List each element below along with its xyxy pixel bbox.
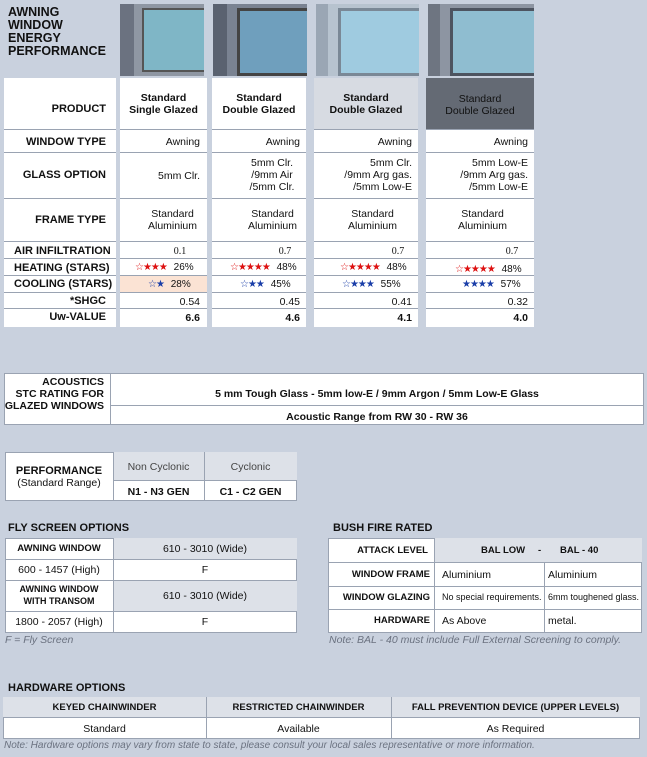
bush-row2-label: WINDOW GLAZING (342, 592, 430, 603)
performance-sublabel: (Standard Range) (17, 477, 101, 489)
col3-uw: 4.1 (397, 312, 412, 324)
col4-cool-stars: ★★★★ (462, 279, 494, 290)
col3-cool-stars: ☆★★★ (342, 279, 374, 290)
hw-val-2: Available (277, 723, 320, 735)
col4-product: Standard Double Glazed (445, 93, 515, 117)
hw-head-1: KEYED CHAINWINDER (52, 702, 157, 713)
col4-heat (455, 264, 533, 275)
acoustics-line2: Acoustic Range from RW 30 - RW 36 (286, 411, 468, 423)
hw-head-3: FALL PREVENTION DEVICE (UPPER LEVELS) (411, 702, 620, 713)
col1-cool-pct: 28% (170, 279, 191, 290)
window-image-3 (316, 4, 419, 76)
col4-window-type: Awning (493, 136, 528, 148)
col2-cool (240, 279, 310, 290)
col3-shgc: 0.41 (391, 296, 412, 308)
perf-col2-val: C1 - C2 GEN (219, 486, 282, 498)
col1-uw: 6.6 (185, 312, 200, 324)
col3-frame: Standard Aluminium (347, 208, 397, 232)
bush-row3-b: metal. (548, 615, 577, 627)
label-heating: HEATING (STARS) (14, 262, 110, 274)
fly-row2-b: F (201, 564, 209, 576)
col4-heat-pct: 48% (501, 264, 522, 275)
col3-air: 0.7 (391, 246, 405, 257)
window-image-4 (428, 4, 534, 76)
window-image-1 (120, 4, 204, 76)
bush-row1-b: Aluminium (548, 569, 598, 581)
col1-cool (148, 279, 208, 290)
col1-shgc: 0.54 (179, 296, 200, 308)
hardware-heading: HARDWARE OPTIONS (8, 682, 126, 694)
page-title: AWNING WINDOW ENERGY PERFORMANCE (8, 5, 106, 58)
hw-head-2: RESTRICTED CHAINWINDER (232, 702, 365, 713)
label-glass: GLASS OPTION (22, 169, 106, 181)
hw-val-3: As Required (486, 723, 545, 735)
col1-window-type: Awning (165, 136, 200, 148)
col4-air: 0.7 (505, 246, 519, 257)
fly-heading: FLY SCREEN OPTIONS (8, 522, 130, 534)
col2-window-type: Awning (265, 136, 300, 148)
acoustics-label: ACOUSTICS STC RATING FOR GLAZED WINDOWS (4, 376, 104, 412)
col2-heat-stars: ☆★★★★ (230, 262, 270, 273)
col3-heat-stars: ☆★★★★ (340, 262, 380, 273)
col1-heat (135, 262, 205, 273)
col2-frame: Standard Aluminium (247, 208, 297, 232)
col2-uw: 4.6 (285, 312, 300, 324)
bush-attack-label: ATTACK LEVEL (357, 545, 428, 556)
col2-cool-stars: ☆★★ (240, 279, 264, 290)
col3-glass: 5mm Clr. /9mm Arg gas. /5mm Low-E (344, 157, 412, 193)
label-product: PRODUCT (51, 103, 106, 115)
col4-frame: Standard Aluminium (457, 208, 507, 232)
bush-dash: - (538, 545, 542, 556)
bush-row1-a: Aluminium (442, 569, 492, 581)
col3-product: Standard Double Glazed (329, 92, 403, 116)
bush-row3-label: HARDWARE (374, 615, 430, 626)
col2-heat (230, 262, 310, 273)
col4-shgc: 0.32 (507, 296, 528, 308)
fly-row1-b: 610 - 3010 (Wide) (162, 543, 248, 555)
bush-row2-b: 6mm toughened glass. (548, 592, 640, 602)
fly-row3-a: AWNING WINDOW WITH TRANSOM (19, 584, 99, 606)
col2-cool-pct: 45% (270, 279, 291, 290)
col4-heat-stars: ☆★★★★ (455, 264, 495, 275)
label-air: AIR INFILTRATION (14, 245, 111, 257)
col1-air: 0.1 (173, 246, 187, 257)
acoustics-line1: 5 mm Tough Glass - 5mm low-E / 9mm Argon / 5mm Low-E Glass (215, 388, 539, 400)
bush-bal-40: BAL - 40 (560, 545, 599, 556)
fly-row1-a: AWNING WINDOW (17, 543, 101, 554)
bush-row3-a: As Above (442, 615, 487, 627)
window-image-2 (213, 4, 307, 76)
bush-row1-label: WINDOW FRAME (351, 569, 430, 580)
perf-col2-head: Cyclonic (230, 461, 271, 473)
col1-cool-stars: ☆★ (148, 279, 164, 290)
fly-row2-a: 600 - 1457 (High) (18, 564, 100, 576)
perf-col1-val: N1 - N3 GEN (127, 486, 190, 498)
perf-col1-head: Non Cyclonic (127, 461, 190, 473)
bush-bal-low: BAL LOW (481, 545, 526, 556)
col2-product: Standard Double Glazed (222, 92, 296, 116)
bush-row2-a: No special requirements. (442, 592, 542, 602)
col4-cool-pct: 57% (500, 279, 521, 290)
col1-heat-stars: ☆★★★ (135, 262, 167, 273)
col1-product: Standard Single Glazed (129, 92, 198, 116)
label-shgc: *SHGC (69, 295, 106, 307)
col1-heat-pct: 26% (173, 262, 194, 273)
col1-glass: 5mm Clr. (158, 170, 200, 182)
col2-shgc: 0.45 (279, 296, 300, 308)
col3-cool-pct: 55% (380, 279, 401, 290)
fly-row4-b: F (201, 616, 209, 628)
col2-air: 0.7 (278, 246, 292, 257)
col2-glass: 5mm Clr. /9mm Air /5mm Clr. (249, 157, 295, 193)
label-uw: Uw-VALUE (49, 311, 106, 323)
fly-row3-b: 610 - 3010 (Wide) (162, 590, 248, 602)
col4-glass: 5mm Low-E /9mm Arg gas. /5mm Low-E (460, 157, 528, 193)
performance-label: PERFORMANCE (15, 465, 103, 477)
label-frame: FRAME TYPE (35, 214, 106, 226)
col1-frame: Standard Aluminium (147, 208, 197, 232)
col4-uw: 4.0 (513, 312, 528, 324)
col3-window-type: Awning (377, 136, 412, 148)
bush-note: Note: BAL - 40 must include Full External Screening to comply. (329, 634, 622, 646)
col2-heat-pct: 48% (276, 262, 297, 273)
col4-cool (462, 279, 534, 290)
fly-row4-a: 1800 - 2057 (High) (15, 616, 103, 628)
label-cooling: COOLING (STARS) (14, 278, 113, 290)
col3-heat (340, 262, 420, 273)
bush-heading: BUSH FIRE RATED (333, 522, 433, 534)
label-window-type: WINDOW TYPE (25, 136, 106, 148)
hardware-note: Note: Hardware options may vary from state to state, please consult your local sales representative or more information. (4, 740, 535, 751)
hw-val-1: Standard (83, 723, 126, 735)
col3-heat-pct: 48% (386, 262, 407, 273)
col3-cool (342, 279, 422, 290)
fly-note: F = Fly Screen (5, 634, 74, 646)
